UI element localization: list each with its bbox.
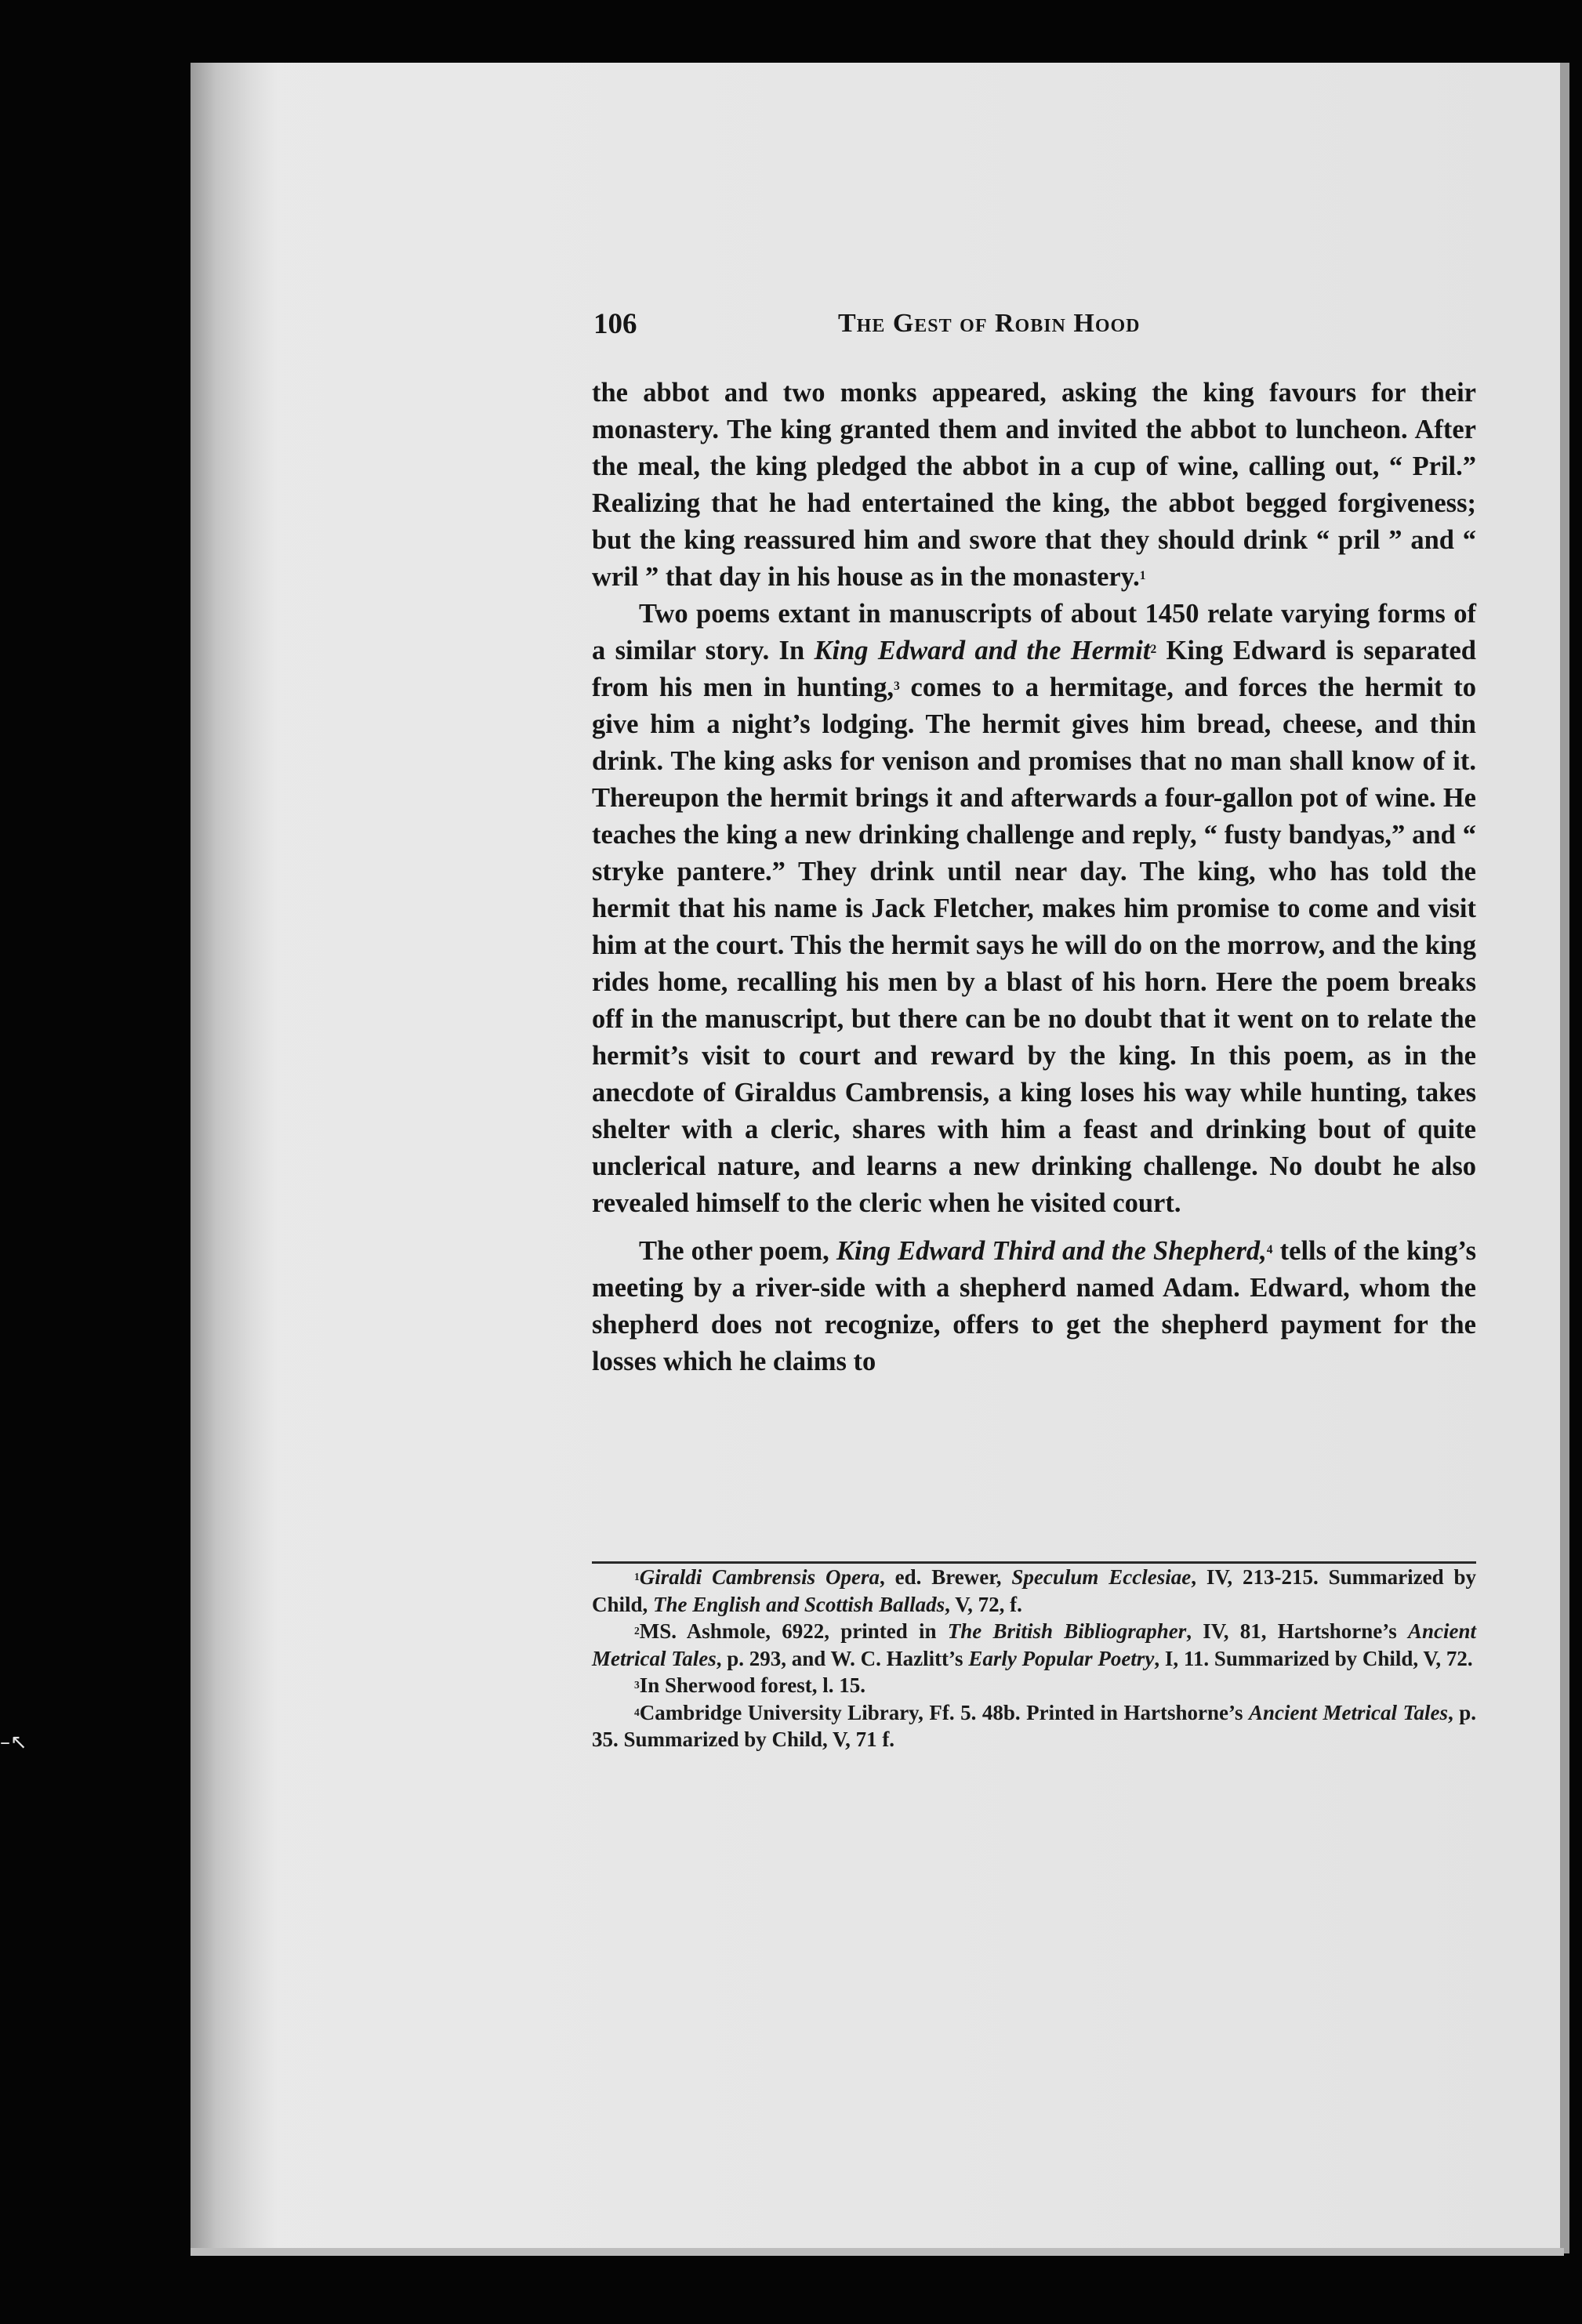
footnote-marker: 4 bbox=[634, 1706, 640, 1718]
footnote-ref: 3 bbox=[894, 680, 900, 693]
scan-artifact-mark: –↖ bbox=[0, 1731, 27, 1754]
footnote-text: MS. Ashmole, 6922, printed in bbox=[639, 1619, 948, 1643]
footnote-text: , ed. Brewer, bbox=[880, 1565, 1012, 1589]
footnote-3 bbox=[592, 1672, 1476, 1699]
page-right-edge bbox=[1560, 63, 1569, 2253]
footnote-ref: 2 bbox=[1150, 643, 1157, 656]
footnote-text: In Sherwood forest, l. 15. bbox=[639, 1673, 866, 1697]
footnote-text: Cambridge University Library, Ff. 5. 48b. Printed in Hartshorne’s bbox=[639, 1700, 1250, 1724]
cited-title: Ancient Metrical Tales bbox=[592, 1619, 1476, 1670]
cited-title: The British Bibliographer bbox=[947, 1619, 1187, 1643]
footnote-ref: 1 bbox=[1139, 569, 1146, 582]
paragraph-continuation bbox=[592, 375, 1476, 596]
footnote-marker: 3 bbox=[634, 1679, 640, 1691]
paragraph-shepherd bbox=[592, 1233, 1476, 1380]
paragraph-text: the abbot and two monks appeared, asking the king favours for their monastery. The king granted them and invited the abbot to luncheon. After the meal, the king pledged the abbot in a cup of wine, calling out, “ Pril.” Realizing that he had entertained the king, the abbot begged forgiveness; but the king reassured him and swore that they should drink “ pril ” and “ wril ” that day in his house as in the monastery. bbox=[592, 378, 1476, 592]
footnote-text: , I, 11. Summarized by Child, V, 72. bbox=[1154, 1646, 1473, 1670]
footnote-text: , IV, 81, Hartshorne’s bbox=[1186, 1619, 1408, 1643]
footnote-marker: 2 bbox=[634, 1625, 640, 1637]
footnotes bbox=[592, 1564, 1476, 1753]
footnote-text: , p. 35. Summarized by Child, V, 71 f. bbox=[592, 1700, 1476, 1751]
cited-title: The English and Scottish Ballads bbox=[653, 1592, 945, 1616]
footnote-text: , IV, 213-215. Summarized by Child, bbox=[592, 1565, 1476, 1616]
paragraph-hermit bbox=[592, 596, 1476, 1222]
footnote-text: , V, 72, f. bbox=[945, 1592, 1022, 1616]
footnote-4 bbox=[592, 1699, 1476, 1753]
page-number: 106 bbox=[593, 308, 637, 340]
footnote-text: , p. 293, and W. C. Hazlitt’s bbox=[716, 1646, 969, 1670]
poem-title: King Edward and the Hermit bbox=[814, 636, 1151, 665]
footnote-marker: 1 bbox=[634, 1571, 640, 1583]
footnote-2 bbox=[592, 1618, 1476, 1672]
paragraph-text: tells of the king’s meeting by a river-side with a shepherd named Adam. Edward, whom the shepherd does not recognize, offers to get the shepherd payment for the losses which he claims to bbox=[592, 1236, 1476, 1376]
page-bottom-edge bbox=[190, 2248, 1564, 2256]
running-head: The Gest of Robin Hood bbox=[838, 309, 1141, 338]
page-binding-shadow bbox=[190, 63, 277, 2253]
cited-title: Early Popular Poetry bbox=[968, 1646, 1155, 1670]
paragraph-text: The other poem, bbox=[639, 1236, 836, 1266]
paragraph-text: Two poems extant in manuscripts of about 1450 relate varying forms of a similar story. In bbox=[592, 599, 1476, 665]
cited-title: Ancient Metrical Tales bbox=[1249, 1700, 1448, 1724]
paragraph-text: King Edward is separated from his men in hunting, bbox=[592, 636, 1476, 702]
page-header bbox=[593, 307, 1471, 346]
cited-title: Giraldi Cambrensis Opera bbox=[639, 1565, 880, 1589]
footnote-1 bbox=[592, 1564, 1476, 1618]
cited-title: Speculum Ecclesiae bbox=[1011, 1565, 1192, 1589]
footnote-ref: 4 bbox=[1266, 1243, 1273, 1256]
main-text bbox=[592, 375, 1476, 1380]
paragraph-text: comes to a hermitage, and forces the hermit to give him a night’s lodging. The hermit gives him bread, cheese, and thin drink. The king asks for venison and promises that no man shall know of it. Thereupon the hermit brings it and afterwards a four-gallon pot of wine. He teaches the king a new drinking challenge and reply, “ fusty bandyas,” and “ stryke pantere.” They drink until near day. The king, who has told the hermit that his name is Jack Fletcher, makes him promise to come and visit him at the court. This the hermit says he will do on the morrow, and the king rides home, recalling his men by a blast of his horn. Here the poem breaks off in the manuscript, but there can be no doubt that it went on to relate the hermit’s visit to court and reward by the king. In this poem, as in the anecdote of Giraldus Cambrensis, a king loses his way while hunting, takes shelter with a cleric, shares with him a feast and drinking bout of quite unclerical nature, and learns a new drinking challenge. No doubt he also revealed himself to the cleric when he visited court. bbox=[592, 673, 1476, 1218]
poem-title: King Edward Third and the Shepherd, bbox=[836, 1236, 1267, 1266]
